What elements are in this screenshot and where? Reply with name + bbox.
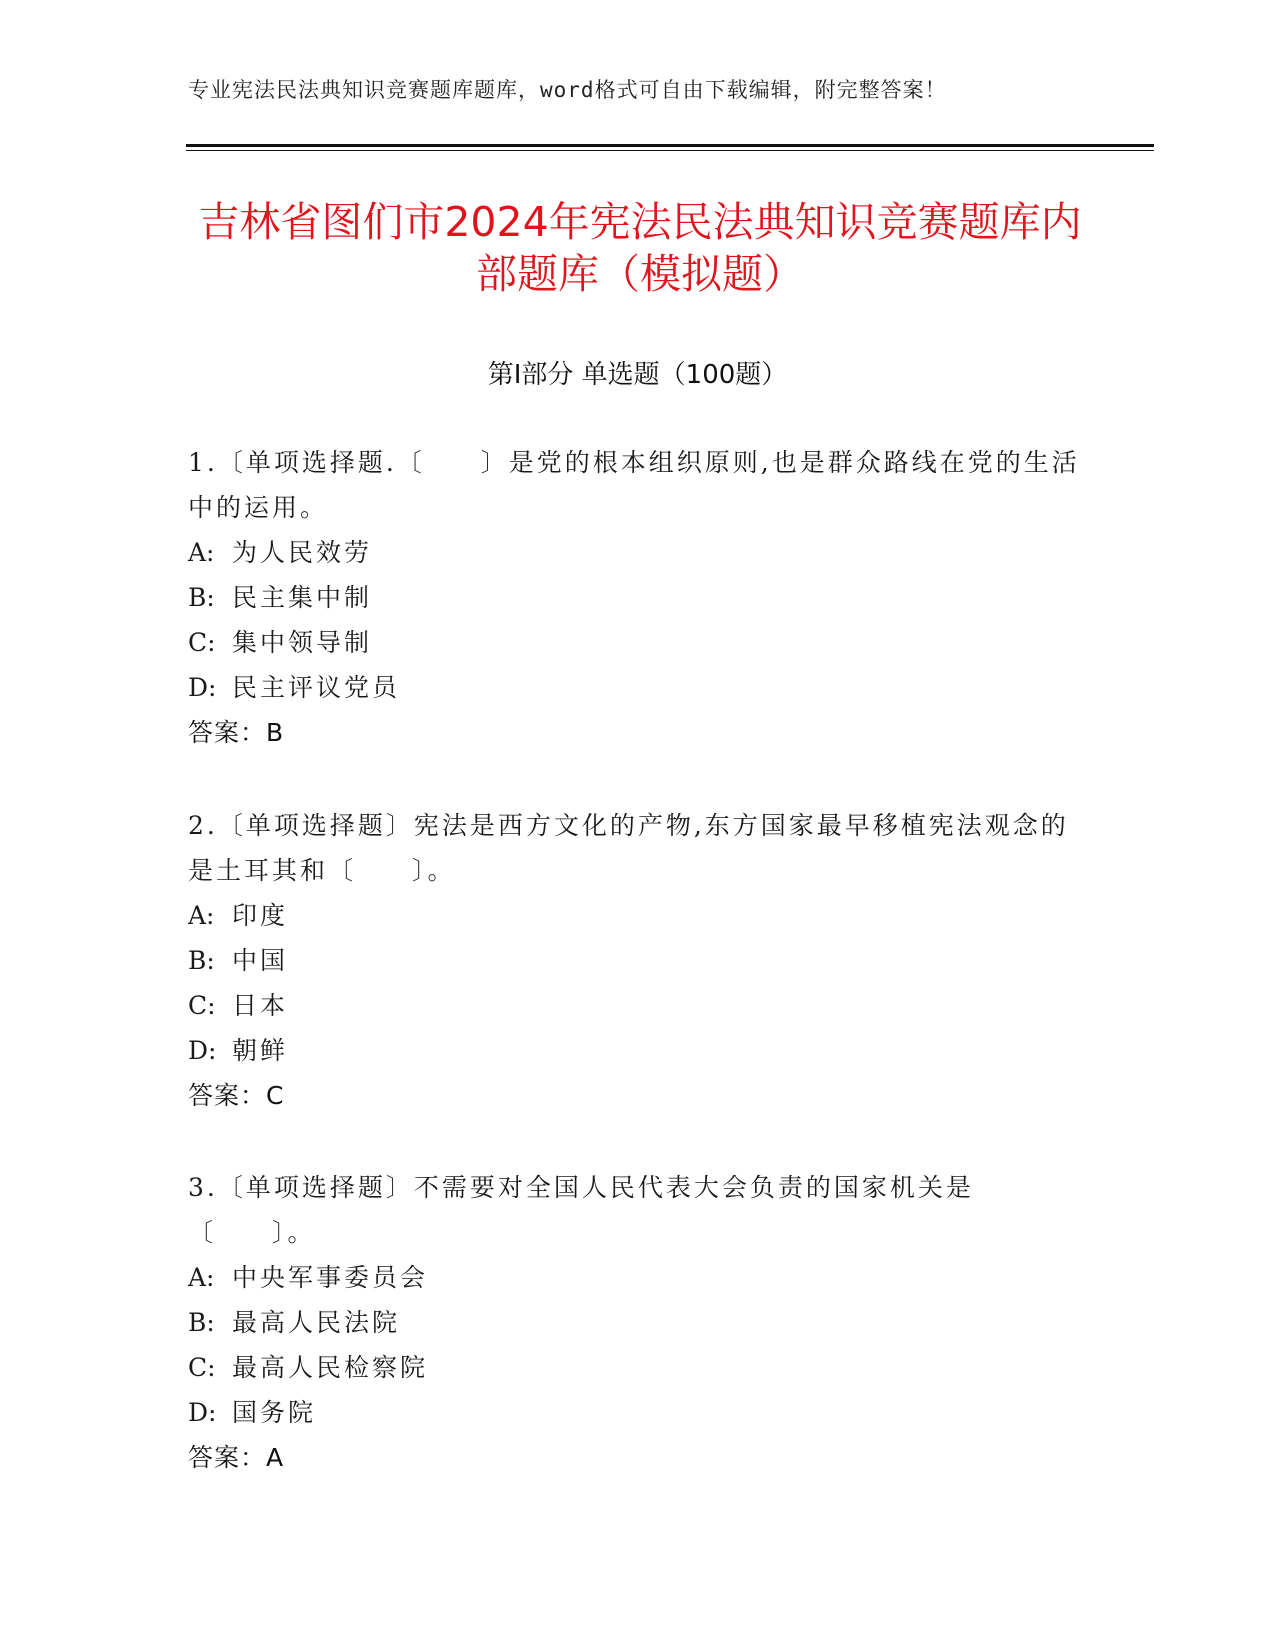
- answer-line: 答案：C: [188, 1081, 285, 1110]
- question-1: [188, 440, 1088, 755]
- answer-line: 答案：B: [188, 718, 285, 747]
- option-b: [188, 575, 1088, 620]
- header-divider-thick: [186, 144, 1154, 147]
- option-text: 中央军事委员会: [232, 1263, 429, 1292]
- question-stem: 2.〔单项选择题〕宪法是西方文化的产物,东方国家最早移植宪法观念的是土耳其和〔 〕。: [188, 811, 1069, 885]
- option-letter: B:: [188, 583, 215, 612]
- option-letter: C:: [188, 628, 216, 657]
- option-c: [188, 620, 1088, 665]
- option-letter: D:: [188, 1398, 217, 1427]
- option-text: 朝鲜: [232, 1036, 289, 1065]
- option-letter: D:: [188, 673, 217, 702]
- option-text: 民主集中制: [232, 583, 373, 612]
- answer-line: 答案：A: [188, 1443, 285, 1472]
- option-text: 民主评议党员: [232, 673, 401, 702]
- option-letter: C:: [188, 991, 216, 1020]
- question-stem: 1.〔单项选择题.〔 〕是党的根本组织原则,也是群众路线在党的生活中的运用。: [188, 448, 1080, 522]
- option-letter: D:: [188, 1036, 217, 1065]
- option-letter: A:: [188, 1263, 215, 1292]
- option-a: [188, 530, 1088, 575]
- option-c: [188, 1345, 1088, 1390]
- option-text: 集中领导制: [232, 628, 373, 657]
- header-note: 专业宪法民法典知识竞赛题库题库，word格式可自由下载编辑，附完整答案！: [188, 78, 947, 102]
- option-c: [188, 983, 1088, 1028]
- header-divider-thin: [186, 150, 1154, 151]
- option-letter: A:: [188, 901, 215, 930]
- option-text: 最高人民检察院: [232, 1353, 429, 1382]
- option-text: 最高人民法院: [232, 1308, 401, 1337]
- section-heading: 第Ⅰ部分 单选题（100题）: [487, 360, 788, 390]
- question-3: [188, 1165, 1088, 1480]
- option-a: [188, 1255, 1088, 1300]
- option-a: [188, 893, 1088, 938]
- option-text: 中国: [232, 946, 289, 975]
- document-title: 吉林省图们市2024年宪法民法典知识竞赛题库内部题库（模拟题）: [198, 198, 1082, 298]
- question-2: [188, 803, 1088, 1118]
- option-letter: C:: [188, 1353, 216, 1382]
- option-text: 为人民效劳: [232, 538, 373, 567]
- option-letter: B:: [188, 1308, 215, 1337]
- option-d: [188, 1028, 1088, 1073]
- question-stem: 3.〔单项选择题〕不需要对全国人民代表大会负责的国家机关是〔 〕。: [188, 1173, 974, 1247]
- option-b: [188, 938, 1088, 983]
- option-letter: B:: [188, 946, 215, 975]
- option-b: [188, 1300, 1088, 1345]
- option-d: [188, 665, 1088, 710]
- option-text: 国务院: [232, 1398, 317, 1427]
- option-text: 印度: [232, 901, 289, 930]
- option-text: 日本: [232, 991, 289, 1020]
- option-d: [188, 1390, 1088, 1435]
- option-letter: A:: [188, 538, 215, 567]
